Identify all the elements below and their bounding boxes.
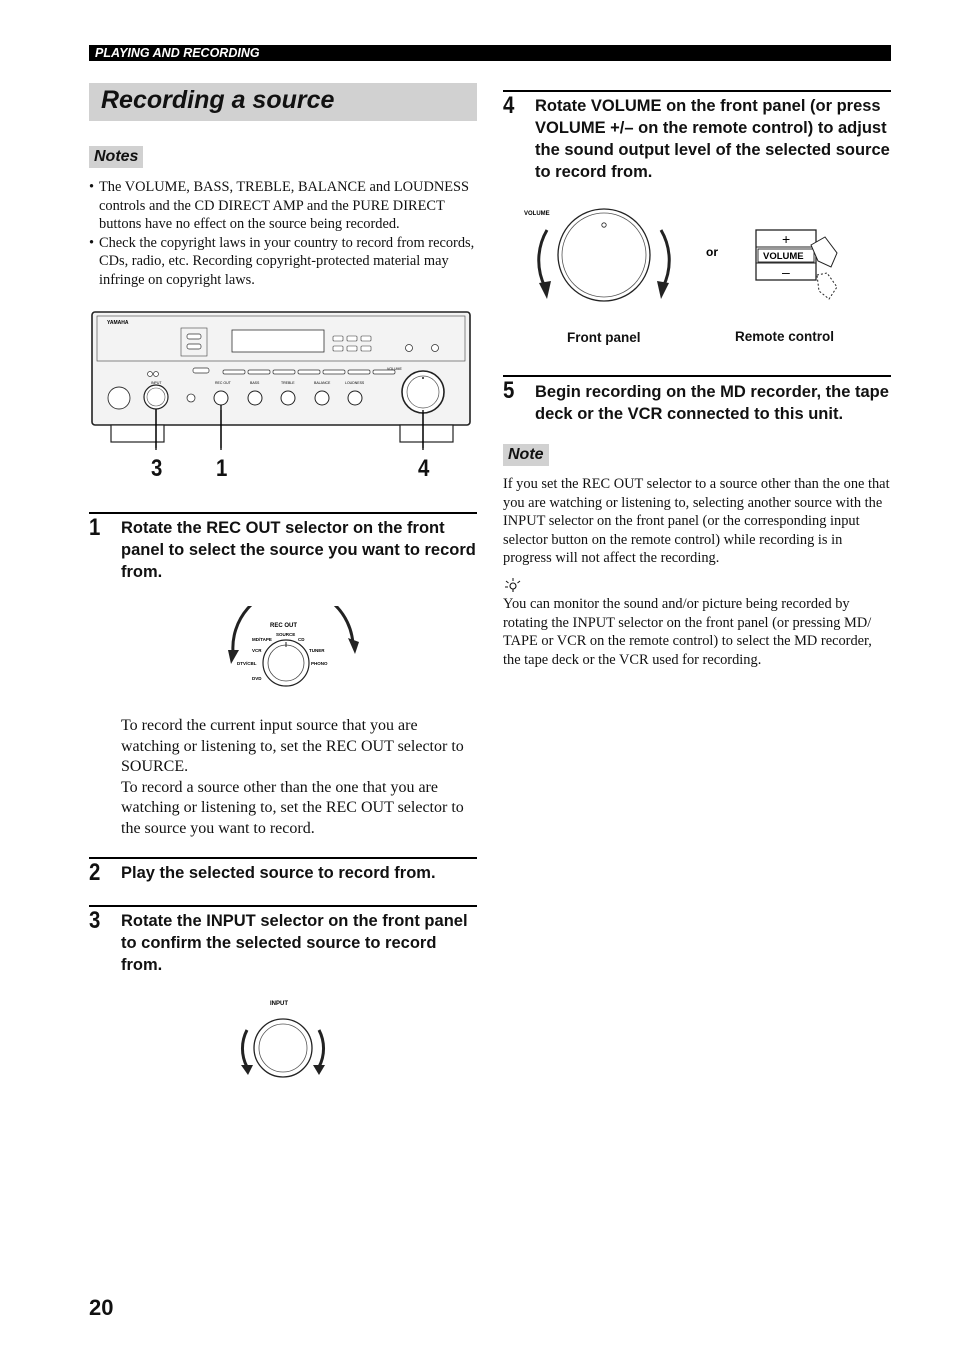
step-2-rule: [89, 857, 477, 859]
note-item: • Check the copyright laws in your country to record from records, CDs, radio, etc. Recording copyright-protected material may infringe on copyright laws.: [89, 234, 477, 290]
notes-label: Notes: [89, 146, 143, 168]
cd-label: CD: [298, 637, 305, 642]
rec-out-panel-label: REC OUT: [215, 381, 231, 385]
step-1-text: Rotate the REC OUT selector on the front panel to select the source you want to record from.: [121, 519, 476, 581]
vcr-label: VCR: [252, 648, 262, 653]
brand-label: YAMAHA: [107, 320, 129, 326]
volume-panel-label: VOLUME: [387, 367, 402, 371]
treble-label: TREBLE: [281, 381, 295, 385]
loudness-label: LOUDNESS: [345, 381, 365, 385]
step-2-number: 2: [89, 859, 101, 886]
step-5-rule: [503, 375, 891, 377]
source-label: SOURCE: [276, 632, 296, 637]
step-4-rule: [503, 90, 891, 92]
step-3-rule: [89, 905, 477, 907]
page-title: Recording a source: [101, 86, 335, 114]
front-panel-caption: Front panel: [567, 330, 641, 345]
step-2-text: Play the selected source to record from.: [121, 864, 436, 882]
note-item: • The VOLUME, BASS, TREBLE, BALANCE and LOUDNESS controls and the CD DIRECT AMP and the PURE DIRECT buttons have no effect on the source being recorded.: [89, 178, 477, 234]
note-text: If you set the REC OUT selector to a source other than the one that you are watching or listening to, selecting another source with the INPUT selector on the front panel (or the corresponding input selector button on the remote control) while recording is in progress will not affect the recording.: [503, 476, 890, 566]
tuner-label: TUNER: [309, 648, 325, 653]
volume-knob-label: VOLUME: [524, 211, 550, 217]
step-1-paragraph: To record a source other than the one that you are watching or listening to, set the REC OUT selector to the source you want to record.: [121, 778, 464, 837]
phono-label: PHONO: [311, 661, 328, 666]
volume-figure: [515, 195, 855, 310]
callout-4: 4: [418, 455, 430, 482]
step-1-body: [121, 716, 477, 839]
rec-out-dial: [225, 606, 360, 696]
input-dial-label: INPUT: [270, 1001, 288, 1007]
tip-lightbulb-icon: [504, 577, 524, 593]
step-3-number: 3: [89, 907, 101, 934]
input-dial: [235, 995, 330, 1085]
step-1-paragraph: To record the current input source that you are watching or listening to, set the REC OUT selector to SOURCE.: [121, 717, 464, 775]
step-1-rule: [89, 512, 477, 514]
callout-lines: [89, 410, 477, 460]
tip-text: You can monitor the sound and/or picture being recorded by rotating the INPUT selector on the front panel (or pressing MD/ TAPE or VCR on the remote control) to select the MD recorder, the tape deck or the VCR used for recording.: [503, 596, 872, 668]
section-header: PLAYING AND RECORDING: [89, 45, 891, 61]
volume-button-label: VOLUME: [763, 251, 804, 262]
bass-label: BASS: [250, 381, 260, 385]
step-4-text: Rotate VOLUME on the front panel (or press VOLUME +/– on the remote control) to adjust the sound output level of the selected source to record from.: [535, 97, 890, 181]
step-5-number: 5: [503, 377, 515, 404]
balance-label: BALANCE: [314, 381, 331, 385]
page-title-box: [89, 83, 477, 121]
step-4-number: 4: [503, 92, 515, 119]
volume-plus-label: +: [782, 231, 791, 247]
step-5-text: Begin recording on the MD recorder, the tape deck or the VCR connected to this unit.: [535, 383, 889, 423]
note-label: Note: [503, 444, 549, 466]
callout-1: 1: [216, 455, 228, 482]
page-number: 20: [89, 1295, 114, 1320]
notes-list: [89, 178, 477, 289]
volume-minus-label: –: [782, 264, 790, 280]
or-label: or: [706, 245, 718, 259]
rec-out-title: REC OUT: [270, 623, 297, 629]
md-tape-label: MD/TAPE: [252, 637, 272, 642]
input-panel-label: INPUT: [151, 381, 162, 385]
dtv-cbl-label: DTV/CBL: [237, 661, 257, 666]
step-3-text: Rotate the INPUT selector on the front panel to confirm the selected source to record from.: [121, 912, 468, 974]
remote-control-caption: Remote control: [735, 329, 835, 344]
step-1-number: 1: [89, 514, 101, 541]
callout-3: 3: [151, 455, 163, 482]
dvd-label: DVD: [252, 676, 262, 681]
